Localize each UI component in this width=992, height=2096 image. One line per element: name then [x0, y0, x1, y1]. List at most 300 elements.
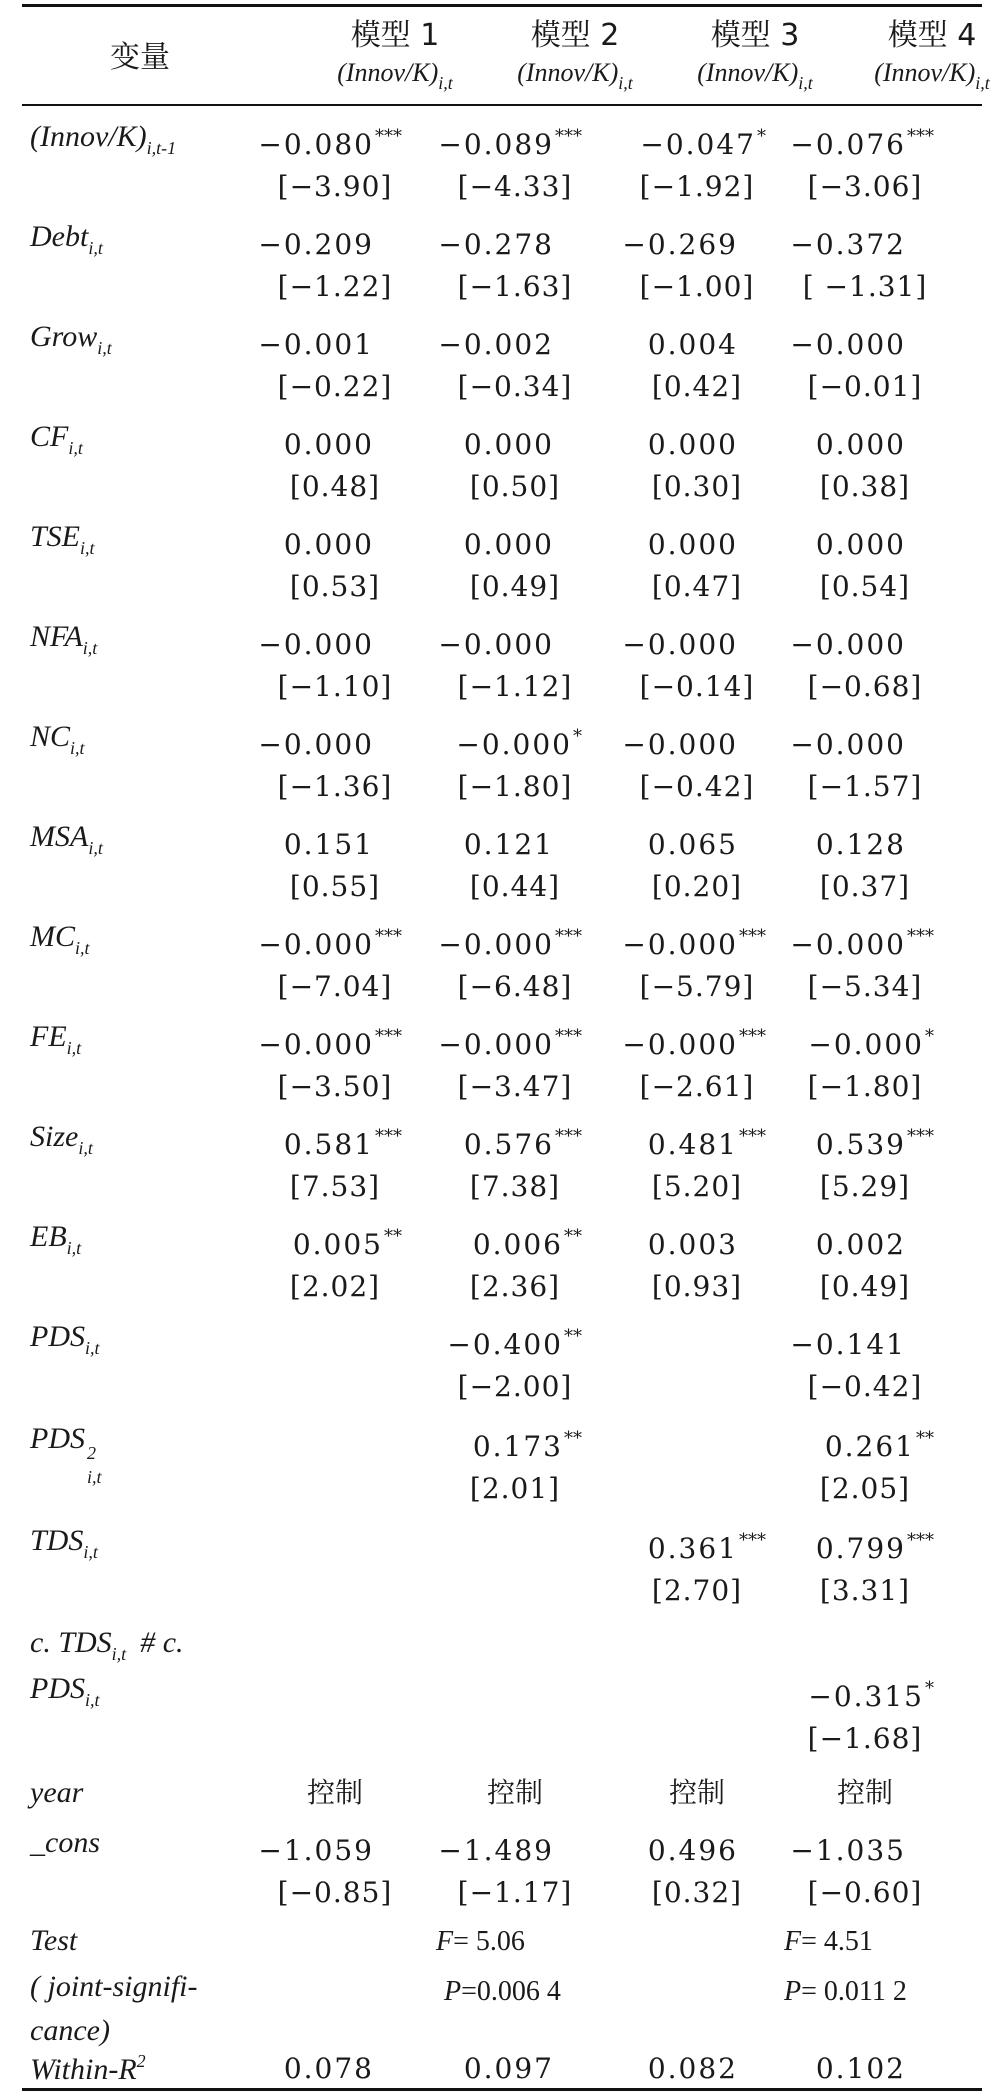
t-statistic: [−1.12] — [457, 670, 573, 703]
coefficient-value: −0.047 — [640, 128, 756, 161]
coefficient-cell — [816, 812, 934, 862]
coefficient-cell — [648, 1212, 766, 1262]
year-control: 控制 — [486, 1776, 543, 1809]
t-statistic: [0.20] — [651, 870, 743, 903]
table-row-interaction-2 — [0, 1664, 992, 1714]
stat-value: = 4.51 — [801, 1926, 873, 1957]
t-statistic: [3.31] — [819, 1574, 911, 1607]
variable-subscript: i,t — [83, 1542, 98, 1562]
model-expr-subscript: i,t — [975, 73, 990, 93]
variable-subscript: i,t — [80, 538, 95, 558]
stat-symbol: P — [444, 1976, 462, 2007]
variable-subscript: i,t — [88, 238, 103, 258]
table-row-coefficients — [0, 112, 992, 162]
bottom-rule — [22, 2088, 982, 2091]
table-row-tstats — [0, 562, 992, 612]
table-row-tstats — [0, 1464, 992, 1514]
significance-stars: *** — [739, 1126, 766, 1147]
significance-stars: *** — [555, 1026, 582, 1047]
significance-stars: *** — [555, 926, 582, 947]
table-row-tstats — [0, 662, 992, 712]
stat-symbol: P — [784, 1976, 802, 2007]
table-row-cons — [0, 1818, 992, 1868]
t-statistic: [2.02] — [289, 1270, 381, 1303]
stat-symbol: F — [784, 1926, 802, 1957]
variable-label — [30, 412, 83, 462]
variable-name: TSE — [30, 520, 81, 553]
variable-subscript: i,t — [68, 438, 83, 458]
table-row-tstats — [0, 462, 992, 512]
table-row-coefficients — [0, 1012, 992, 1062]
t-statistic: [7.53] — [289, 1170, 381, 1203]
model-expr: (Innov/K) — [517, 58, 619, 87]
t-statistic: [−5.34] — [807, 970, 923, 1003]
r2-value — [648, 2036, 766, 2086]
significance-stars: *** — [739, 926, 766, 947]
coefficient-value: 0.361 — [647, 1532, 738, 1565]
coefficient-value: 0.000 — [647, 528, 738, 561]
t-statistic: [−1.92] — [639, 170, 755, 203]
coefficient-cell — [816, 512, 934, 562]
coefficient-value: −1.489 — [438, 1834, 554, 1867]
variable-name: PDS — [30, 1320, 85, 1353]
variable-name: Grow — [30, 320, 98, 353]
coefficient-value: 0.000 — [647, 428, 738, 461]
variable-name: Debt — [30, 220, 89, 253]
coefficient-value: 0.002 — [815, 1228, 906, 1261]
coefficient-cell — [464, 512, 582, 562]
t-statistic: [−1.00] — [639, 270, 755, 303]
significance-stars: *** — [907, 126, 934, 147]
table-row-tstats — [0, 1262, 992, 1312]
variable-name: PDS — [30, 1422, 85, 1455]
significance-stars: *** — [907, 1126, 934, 1147]
test-label: Test — [30, 1924, 78, 1957]
t-statistic: [0.44] — [469, 870, 561, 903]
coefficient-cell — [258, 1818, 402, 1868]
coefficient-cell — [790, 1818, 934, 1868]
coefficient-cell — [622, 212, 766, 262]
table-row-coefficients — [0, 712, 992, 762]
t-statistic: [2.05] — [819, 1472, 911, 1505]
coefficient-value: 0.121 — [463, 828, 554, 861]
variable-label — [30, 712, 85, 762]
coefficient-value: 0.065 — [647, 828, 738, 861]
table-row-within-r2 — [0, 2036, 992, 2086]
coefficient-value: −0.400 — [447, 1328, 563, 1361]
t-statistic: [0.37] — [819, 870, 911, 903]
t-statistic: [−1.80] — [457, 770, 573, 803]
t-statistic: [−0.34] — [457, 370, 573, 403]
t-statistic: [−3.06] — [807, 170, 923, 203]
variable-subscript: i,t — [97, 338, 112, 358]
significance-stars: *** — [375, 126, 402, 147]
coefficient-cell — [648, 1112, 766, 1162]
t-statistic: [−0.85] — [277, 1876, 393, 1909]
coefficient-value: −0.000 — [258, 928, 374, 961]
coefficient-value: −0.000 — [622, 1028, 738, 1061]
coefficient-cell — [258, 212, 402, 262]
t-statistic: [0.55] — [289, 870, 381, 903]
coefficient-value: 0.000 — [815, 528, 906, 561]
variable-label — [30, 312, 112, 362]
variable-subscript: i,t — [87, 1467, 102, 1487]
interaction-term-c: PDS — [30, 1672, 85, 1705]
coefficient-cell — [640, 112, 766, 162]
coefficient-cell — [648, 812, 766, 862]
variable-label — [30, 112, 176, 162]
top-rule — [22, 4, 982, 7]
variable-subscript: i,t — [70, 738, 85, 758]
significance-stars: *** — [375, 926, 402, 947]
coefficient-value: 0.000 — [463, 528, 554, 561]
variable-subscript: i,t — [66, 1038, 82, 1058]
coefficient-cell — [447, 1312, 582, 1362]
variable-subscript: i,t — [88, 838, 103, 858]
coefficient-value: −0.000 — [258, 1028, 374, 1061]
table-row-coefficients — [0, 1516, 992, 1566]
coefficient-cell — [790, 312, 934, 362]
coefficient-cell — [464, 1112, 582, 1162]
t-statistic: [−1.68] — [807, 1722, 923, 1755]
model-dependent-var — [665, 58, 845, 94]
r2-value — [464, 2036, 582, 2086]
coefficient-value: −1.035 — [790, 1834, 906, 1867]
t-statistic: [−0.01] — [807, 370, 923, 403]
variable-label — [30, 1012, 81, 1062]
coefficient-value: −0.000 — [438, 1028, 554, 1061]
coefficient-cell — [790, 612, 934, 662]
coefficient-cell — [648, 512, 766, 562]
coefficient-cell — [816, 412, 934, 462]
table-row-coefficients — [0, 612, 992, 662]
variable-name: NFA — [30, 620, 83, 653]
t-statistic: [2.70] — [651, 1574, 743, 1607]
variable-label — [30, 1414, 125, 1487]
coefficient-value: 0.539 — [815, 1128, 906, 1161]
significance-stars: * — [925, 1678, 934, 1699]
cons-label: _cons — [30, 1826, 100, 1859]
coefficient-value: 0.799 — [815, 1532, 906, 1565]
model-title: 模型 1 — [350, 18, 440, 53]
coefficient-cell — [258, 612, 402, 662]
significance-stars: ** — [564, 1226, 582, 1247]
coefficient-value: 0.000 — [815, 428, 906, 461]
test-label-2: ( joint-signifi- — [30, 1970, 198, 2003]
variable-label — [30, 212, 103, 262]
model-title: 模型 3 — [710, 18, 800, 53]
table-row-tstats — [0, 1162, 992, 1212]
table-row-coefficients — [0, 212, 992, 262]
model-title: 模型 4 — [887, 18, 977, 53]
significance-stars: * — [573, 726, 582, 747]
coefficient-cell — [464, 812, 582, 862]
variable-subscript: i,t — [82, 638, 98, 658]
t-statistic: [0.38] — [819, 470, 911, 503]
table-row-year — [0, 1768, 992, 1818]
r2-name: Within-R — [30, 2053, 137, 2086]
t-statistic: [−0.60] — [807, 1876, 923, 1909]
variable-label — [30, 912, 90, 962]
coefficient-cell — [284, 412, 402, 462]
t-statistic: [−3.47] — [457, 1070, 573, 1103]
coefficient-cell — [284, 812, 402, 862]
coefficient-cell — [790, 1312, 934, 1362]
variable-label — [30, 1212, 81, 1262]
t-statistic: [−1.10] — [277, 670, 393, 703]
coefficient-value: 0.006 — [472, 1228, 563, 1261]
significance-stars: * — [925, 1026, 934, 1047]
variable-name: MSA — [30, 820, 89, 853]
table-row-coefficients — [0, 912, 992, 962]
coefficient-cell — [622, 612, 766, 662]
coefficient-cell — [816, 1212, 934, 1262]
coefficient-value: 0.000 — [283, 528, 374, 561]
t-statistic: [−2.00] — [457, 1370, 573, 1403]
coefficient-value: 0.496 — [647, 1834, 738, 1867]
table-row-cons-t — [0, 1868, 992, 1918]
coefficient-cell — [438, 1818, 582, 1868]
variable-label — [30, 512, 95, 562]
stat-symbol: F — [436, 1926, 454, 1957]
t-statistic: [0.30] — [651, 470, 743, 503]
t-statistic: [−1.80] — [807, 1070, 923, 1103]
model-dependent-var — [842, 58, 992, 94]
coefficient-value: 0.000 — [463, 428, 554, 461]
significance-stars: *** — [375, 1126, 402, 1147]
significance-stars: ** — [384, 1226, 402, 1247]
coefficient-cell — [258, 712, 402, 762]
t-statistic: [−0.22] — [277, 370, 393, 403]
model-expr: (Innov/K) — [697, 58, 799, 87]
coefficient-value: −0.000 — [622, 728, 738, 761]
coefficient-cell — [438, 1012, 582, 1062]
variable-label — [30, 1516, 98, 1566]
header-variable-label: 变量 — [110, 40, 170, 75]
t-statistic: [ −1.31] — [802, 270, 928, 303]
stat-value: = 5.06 — [453, 1926, 525, 1957]
t-statistic: [2.36] — [469, 1270, 561, 1303]
variable-superscript: 2 — [87, 1443, 96, 1463]
coefficient-value: −0.000 — [790, 628, 906, 661]
table-row-tstats — [0, 162, 992, 212]
p-value-model4 — [784, 1976, 907, 2008]
coefficient-value: 0.128 — [815, 828, 906, 861]
t-statistic: [5.29] — [819, 1170, 911, 1203]
coefficient-value: 0.261 — [824, 1430, 915, 1463]
coefficient-value: −0.278 — [438, 228, 554, 261]
t-statistic: [0.49] — [819, 1270, 911, 1303]
t-statistic: [0.47] — [651, 570, 743, 603]
coefficient-value: 0.173 — [472, 1430, 563, 1463]
t-statistic: [−5.79] — [639, 970, 755, 1003]
model-expr: (Innov/K) — [874, 58, 976, 87]
t-statistic: [0.93] — [651, 1270, 743, 1303]
stat-value: =0.006 4 — [461, 1976, 561, 2007]
t-statistic: [2.01] — [469, 1472, 561, 1505]
significance-stars: *** — [907, 926, 934, 947]
coefficient-value: −0.089 — [438, 128, 554, 161]
t-statistic: [0.50] — [469, 470, 561, 503]
coefficient-cell — [622, 712, 766, 762]
table-row-coefficients — [0, 1212, 992, 1262]
significance-stars: ** — [564, 1428, 582, 1449]
model-expr: (Innov/K) — [337, 58, 439, 87]
coefficient-value: −0.000 — [456, 728, 572, 761]
model-expr-subscript: i,t — [618, 73, 633, 93]
variable-subscript: i,t — [75, 938, 90, 958]
coefficient-value: 0.151 — [283, 828, 374, 861]
significance-stars: *** — [907, 1530, 934, 1551]
coefficient-cell — [790, 712, 934, 762]
significance-stars: * — [757, 126, 766, 147]
interaction-subscript-c: i,t — [85, 1690, 100, 1710]
coefficient-value: −0.000 — [790, 728, 906, 761]
significance-stars: ** — [564, 1326, 582, 1347]
variable-subscript: i,t — [66, 1238, 82, 1258]
model-dependent-var — [305, 58, 485, 94]
model-expr-subscript: i,t — [798, 73, 813, 93]
coefficient-cell — [648, 1818, 766, 1868]
coefficient-cell — [258, 912, 402, 962]
t-statistic: [5.20] — [651, 1170, 743, 1203]
model-title: 模型 2 — [530, 18, 620, 53]
coefficient-value: 0.003 — [647, 1228, 738, 1261]
table-row-tstats — [0, 262, 992, 312]
table-row-tstats — [0, 1062, 992, 1112]
variable-name: MC — [30, 920, 75, 953]
coefficient-value: −0.002 — [438, 328, 554, 361]
coefficient-value: −0.000 — [438, 628, 554, 661]
variable-name: (Innov/K) — [30, 120, 147, 153]
variable-label — [30, 1312, 100, 1362]
variable-label — [30, 812, 103, 862]
model-expr-subscript: i,t — [438, 73, 453, 93]
variable-name: TDS — [30, 1524, 84, 1557]
test-label-3: cance) — [30, 2014, 110, 2047]
variable-label — [30, 612, 97, 662]
coefficient-cell — [622, 912, 766, 962]
t-statistic: [−7.04] — [277, 970, 393, 1003]
significance-stars: *** — [375, 1026, 402, 1047]
coefficient-cell — [438, 112, 582, 162]
r2-value — [816, 2036, 934, 2086]
year-control: 控制 — [306, 1776, 363, 1809]
coefficient-cell — [473, 1212, 582, 1262]
significance-stars: ** — [916, 1428, 934, 1449]
significance-stars: *** — [555, 1126, 582, 1147]
coefficient-value: 0.576 — [463, 1128, 554, 1161]
coefficient-cell — [473, 1414, 582, 1464]
coefficient-value: −0.000 — [258, 728, 374, 761]
coefficient-value: −0.000 — [622, 928, 738, 961]
coefficient-cell — [825, 1414, 934, 1464]
table-row-coefficients — [0, 512, 992, 562]
t-statistic: [0.54] — [819, 570, 911, 603]
coefficient-value: −0.372 — [790, 228, 906, 261]
interaction-label-line1 — [30, 1618, 184, 1668]
model-dependent-var — [485, 58, 665, 94]
r2-number: 0.082 — [647, 2052, 738, 2085]
t-statistic: [−3.50] — [277, 1070, 393, 1103]
t-statistic: [−0.42] — [639, 770, 755, 803]
year-label: year — [30, 1776, 84, 1809]
t-statistic: [−1.57] — [807, 770, 923, 803]
coefficient-value: −0.315 — [808, 1680, 924, 1713]
coefficient-cell — [464, 412, 582, 462]
t-statistic: [−1.22] — [277, 270, 393, 303]
coefficient-cell — [816, 1112, 934, 1162]
variable-subscript: i,t — [78, 1138, 93, 1158]
interaction-subscript-a: i,t — [111, 1644, 127, 1664]
coefficient-value: 0.481 — [647, 1128, 738, 1161]
t-statistic: [0.48] — [289, 470, 381, 503]
coefficient-cell — [648, 312, 766, 362]
t-statistic: [−6.48] — [457, 970, 573, 1003]
coefficient-cell — [438, 212, 582, 262]
coefficient-value: −0.141 — [790, 1328, 906, 1361]
year-control: 控制 — [836, 1776, 893, 1809]
t-statistic: [−0.68] — [807, 670, 923, 703]
significance-stars: *** — [739, 1530, 766, 1551]
f-stat-model4 — [784, 1926, 873, 1958]
coefficient-value: 0.000 — [283, 428, 374, 461]
t-statistic: [7.38] — [469, 1170, 561, 1203]
coefficient-cell — [790, 212, 934, 262]
coefficient-cell — [648, 412, 766, 462]
t-statistic: [−1.63] — [457, 270, 573, 303]
t-statistic: [0.53] — [289, 570, 381, 603]
table-row-coefficients — [0, 312, 992, 362]
t-statistic: [−1.17] — [457, 1876, 573, 1909]
r2-superscript: 2 — [136, 2051, 146, 2071]
coefficient-cell — [438, 612, 582, 662]
coefficient-cell — [790, 912, 934, 962]
variable-subscript: i,t — [85, 1338, 100, 1358]
coefficient-value: −0.000 — [790, 328, 906, 361]
coefficient-cell — [438, 312, 582, 362]
coefficient-value: −0.080 — [258, 128, 374, 161]
r2-number: 0.078 — [283, 2052, 374, 2085]
f-stat-model2 — [436, 1926, 525, 1958]
t-statistic: [−3.90] — [277, 170, 393, 203]
variable-name: EB — [30, 1220, 67, 1253]
coefficient-cell — [284, 512, 402, 562]
coefficient-value: 0.004 — [647, 328, 738, 361]
variable-name: CF — [30, 420, 69, 453]
interaction-label-line2 — [30, 1664, 100, 1714]
coefficient-value: 0.005 — [292, 1228, 383, 1261]
t-statistic: [0.49] — [469, 570, 561, 603]
t-statistic: [−2.61] — [639, 1070, 755, 1103]
coefficient-value: −0.269 — [622, 228, 738, 261]
r2-label — [30, 2036, 146, 2086]
table-row-tstats — [0, 962, 992, 1012]
coefficient-cell — [258, 1012, 402, 1062]
table-row-coefficients — [0, 812, 992, 862]
r2-value — [284, 2036, 402, 2086]
coefficient-value: −0.001 — [258, 328, 374, 361]
table-row-coefficients — [0, 412, 992, 462]
significance-stars: *** — [555, 126, 582, 147]
coefficient-value: −0.000 — [438, 928, 554, 961]
variable-name: FE — [30, 1020, 67, 1053]
coefficient-value: −0.000 — [808, 1028, 924, 1061]
coefficient-cell — [648, 1516, 766, 1566]
p-value-model2 — [444, 1976, 561, 2008]
table-row-coefficients — [0, 1112, 992, 1162]
variable-label — [30, 1112, 93, 1162]
